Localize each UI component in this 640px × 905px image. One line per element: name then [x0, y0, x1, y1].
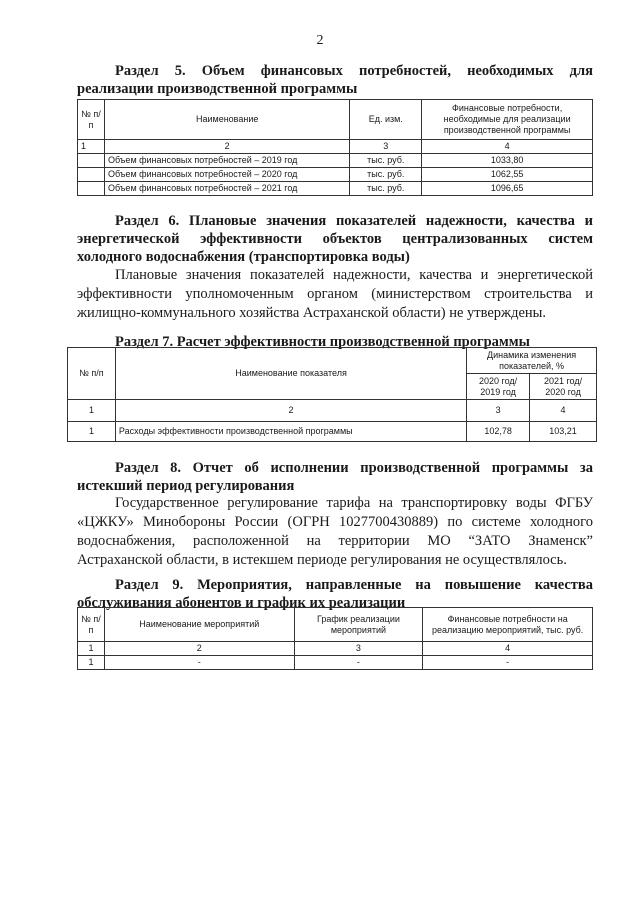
header-name: Наименование [104, 100, 349, 140]
row-value: 1096,65 [422, 182, 593, 196]
header-num: № п/п [78, 608, 105, 642]
section-7-heading: Раздел 7. Расчет эффективности производственной программы [115, 334, 530, 350]
table-row [78, 182, 593, 196]
header-num: № п/п [68, 348, 116, 400]
column-number-row [68, 400, 597, 422]
header-finance: Финансовые потребности, необходимые для реализации производственной программы [422, 100, 593, 140]
row-value: 1033,80 [422, 154, 593, 168]
row-name: Расходы эффективности производственной программы [115, 422, 466, 442]
section-5-table [77, 99, 593, 196]
table-header-row [78, 100, 593, 140]
header-num: № п/п [78, 100, 105, 140]
page-number: 2 [316, 33, 324, 48]
section-8-heading: Раздел 8. Отчет об исполнении производственной программы за истекший период регулирования [77, 460, 593, 494]
table-row [68, 422, 597, 442]
row-unit: тыс. руб. [350, 168, 422, 182]
row-value-b: 103,21 [530, 422, 597, 442]
row-name: Объем финансовых потребностей – 2019 год [104, 154, 349, 168]
section-6-text: Плановые значения показателей надежности, качества и энергетической эффективности уполномоченным органом (министерством строительства и жилищно-коммунального хозяйства Астраханской области) не утверждены. [77, 267, 593, 321]
row-num: 1 [68, 422, 116, 442]
row-value: 1062,55 [422, 168, 593, 182]
col-number: 3 [467, 400, 530, 422]
header-finance: Финансовые потребности на реализацию мероприятий, тыс. руб. [423, 608, 593, 642]
row-schedule: - [294, 656, 423, 670]
col-number: 1 [78, 642, 105, 656]
col-number: 4 [422, 140, 593, 154]
col-number: 3 [294, 642, 423, 656]
section-9-table [77, 607, 593, 670]
row-unit: тыс. руб. [350, 182, 422, 196]
section-5-heading: Раздел 5. Объем финансовых потребностей, необходимых для реализации производственной программы [77, 63, 593, 97]
table-row [78, 656, 593, 670]
row-unit: тыс. руб. [350, 154, 422, 168]
col-number: 3 [350, 140, 422, 154]
row-num [78, 168, 105, 182]
table-row [78, 154, 593, 168]
row-name: Объем финансовых потребностей – 2021 год [104, 182, 349, 196]
section-8-text: Государственное регулирование тарифа на транспортировку воды ФГБУ «ЦЖКУ» Минобороны России (ОГРН 1027700430889) по системе холодного водоснабжения, расположенной на территории МО “ЗАТО Знаменск” Астраханской области, в истекшем периоде регулирования не осуществлялось. [77, 495, 593, 568]
col-number: 1 [78, 140, 105, 154]
header-indicator: Наименование показателя [115, 348, 466, 400]
col-number: 1 [68, 400, 116, 422]
header-2021-2020: 2021 год/ 2020 год [530, 374, 597, 400]
row-value-a: 102,78 [467, 422, 530, 442]
header-measures: Наименование мероприятий [104, 608, 294, 642]
row-finance: - [423, 656, 593, 670]
section-9-heading: Раздел 9. Мероприятия, направленные на повышение качества обслуживания абонентов и график их реализации [77, 577, 593, 611]
column-number-row [78, 140, 593, 154]
header-dynamics: Динамика изменения показателей, % [467, 348, 597, 374]
section-7-table [67, 347, 597, 442]
header-unit: Ед. изм. [350, 100, 422, 140]
column-number-row [78, 642, 593, 656]
header-schedule: График реализации мероприятий [294, 608, 423, 642]
col-number: 2 [104, 140, 349, 154]
table-row [78, 168, 593, 182]
col-number: 2 [115, 400, 466, 422]
table-header-row [78, 608, 593, 642]
row-name: Объем финансовых потребностей – 2020 год [104, 168, 349, 182]
row-name: - [104, 656, 294, 670]
row-num: 1 [78, 656, 105, 670]
table-header-row [68, 348, 597, 374]
row-num [78, 154, 105, 168]
section-6-heading: Раздел 6. Плановые значения показателей надежности, качества и энергетической эффективности объектов централизованных систем холодного водоснабжения (транспортировка воды) [77, 213, 593, 265]
col-number: 2 [104, 642, 294, 656]
col-number: 4 [423, 642, 593, 656]
row-num [78, 182, 105, 196]
header-2020-2019: 2020 год/ 2019 год [467, 374, 530, 400]
col-number: 4 [530, 400, 597, 422]
